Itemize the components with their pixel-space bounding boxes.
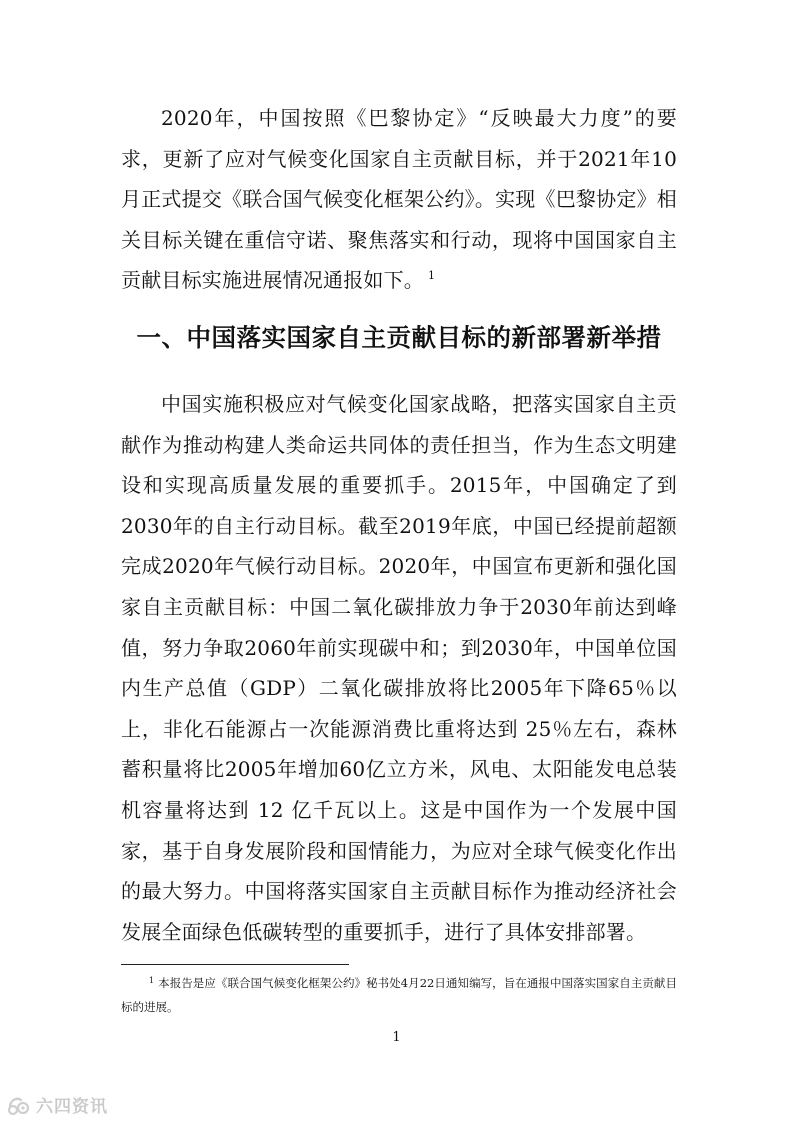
footnote [121,972,677,1018]
section-heading: 一、中国落实国家自主贡献目标的新部署新举措 [136,323,662,352]
intro-paragraph [121,98,677,301]
page-number: 1 [392,1030,401,1045]
intro-paragraph-text: 2020年，中国按照《巴黎协定》“反映最大力度”的要求，更新了应对气候变化国家自主贡献目标，并于2021年10月正式提交《联合国气候变化框架公约》。实现《巴黎协定》相关目标关键在重信守诺、聚焦落实和行动，现将中国国家自主贡献目标实施进展情况通报如下。 [121,106,677,293]
footnote-text: 本报告是应《联合国气候变化框架公约》秘书处4月22日通知编写，旨在通报中国落实国家自主贡献目标的进展。 [121,976,677,1014]
watermark [6,1092,108,1117]
watermark-text: 六四资讯 [36,1097,108,1117]
footnote-number: 1 [149,976,155,985]
body-paragraph: 中国实施积极应对气候变化国家战略，把落实国家自主贡献作为推动构建人类命运共同体的责任担当，作为生态文明建设和实现高质量发展的重要抓手。2015年，中国确定了到2030年的自主行动目标。截至2019年底，中国已经提前超额完成2020年气候行动目标。2020年，中国宣布更新和强化国家自主贡献目标：中国二氧化碳排放力争于2030年前达到峰值，努力争取2060年前实现碳中和；到2030年，中国单位国内生产总值（GDP）二氧化碳排放将比2005年下降65％以上，非化石能源占一次能源消费比重将达到 25％左右，森林蓄积量将比2005年增加60亿立方米，风电、太阳能发电总装机容量将达到 12 亿千瓦以上。这是中国作为一个发展中国家，基于自身发展阶段和国情能力，为应对全球气候变化作出的最大努力。中国将落实国家自主贡献目标作为推动经济社会发展全面绿色低碳转型的重要抓手，进行了具体安排部署。 [121,392,677,944]
logo-icon [6,1094,32,1116]
footnote-reference[interactable]: 1 [428,269,436,283]
footnote-divider [121,964,349,965]
